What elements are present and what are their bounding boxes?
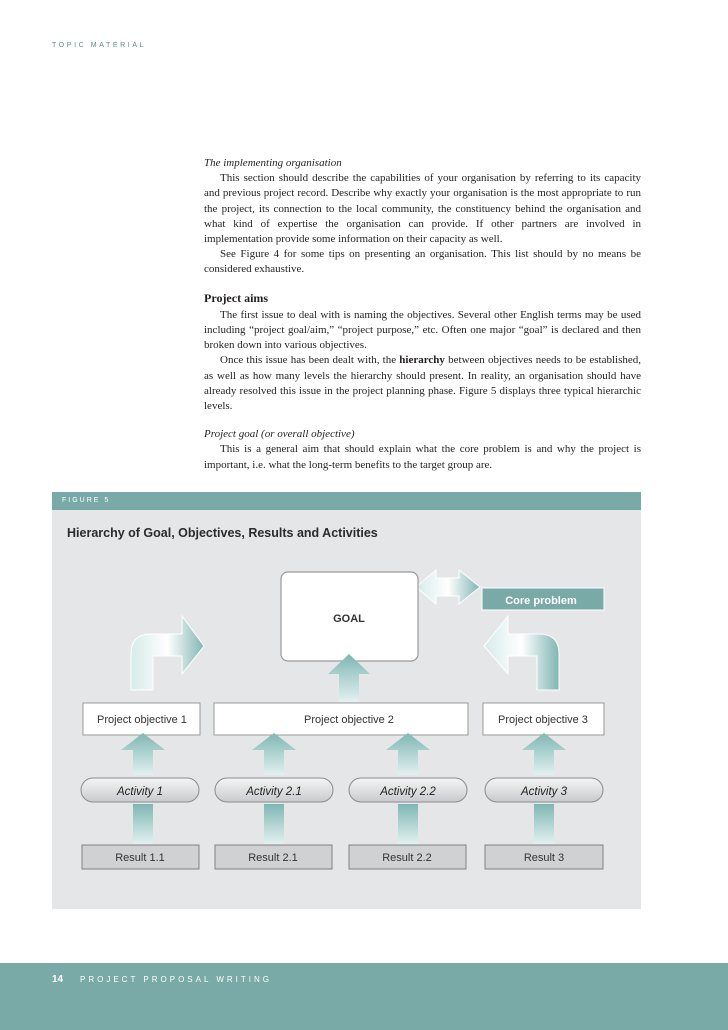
activity-label-4: Activity 3	[520, 786, 568, 798]
arrow-act1-obj	[121, 733, 165, 775]
aims-para-1: The first issue to deal with is naming the objectives. Several other English terms may be used including “project goal/aim,” “project purpose,” etc. Often one major “goal” is declared and then broken down into various objectives.	[204, 308, 641, 352]
figure-5	[52, 510, 641, 909]
hierarchy-diagram	[52, 510, 641, 909]
curved-arrow-left	[131, 616, 204, 690]
page-footer	[0, 963, 728, 1030]
result-label-3: Result 2.2	[382, 852, 432, 864]
body-text	[204, 156, 641, 473]
result-label-1: Result 1.1	[115, 852, 165, 864]
org-heading: The implementing organisation	[204, 157, 342, 169]
activity-label-2: Activity 2.1	[246, 786, 302, 798]
aims-para-2-end: between objectives needs to be established, as well as how many levels the hierarchy should present. In reality, an organisation should have already resolved this issue in the project planning phase. Figure 5 displays three typical hierarchic levels.	[204, 354, 642, 413]
objective-label-1: Project objective 1	[97, 714, 187, 726]
activity-label-1: Activity 1	[116, 786, 164, 798]
arrow-act22-obj	[386, 733, 430, 775]
stem-result-2	[264, 804, 284, 844]
aims-para-2-start: Once this issue has been dealt with, the	[220, 354, 400, 367]
double-arrow	[416, 570, 480, 604]
org-para-1: This section should describe the capabilities of your organisation by referring to its capacity and previous project record. Describe why exactly your organisation is the most appropriate to run the project, its connection to the local community, the constituency behind the organisation and what kind of expertise the organisation can provide. If other partners are involved in implementation provide some information on their capacity as well.	[204, 172, 641, 246]
hierarchy-term: hierarchy	[399, 354, 445, 367]
org-para-2: See Figure 4 for some tips on presenting an organisation. This list should by no means be considered exhaustive.	[204, 248, 641, 276]
stem-result-1	[133, 804, 153, 844]
curved-arrow-right	[484, 616, 559, 690]
aims-heading: Project aims	[204, 290, 269, 305]
footer-title: PROJECT PROPOSAL WRITING	[80, 975, 273, 984]
result-label-2: Result 2.1	[248, 852, 298, 864]
figure-label: FIGURE 5	[52, 492, 641, 510]
objective-label-2: Project objective 2	[304, 714, 394, 726]
goal-label: GOAL	[333, 613, 365, 625]
core-problem-label: Core problem	[505, 595, 577, 607]
aims-para-2	[204, 353, 641, 414]
activity-label-3: Activity 2.2	[380, 786, 436, 798]
page-number: 14	[52, 974, 64, 985]
result-label-4: Result 3	[523, 852, 565, 864]
goal-para: This is a general aim that should explain what the core problem is and why the project is important, i.e. what the long-term benefits to the target group are.	[204, 443, 641, 471]
arrow-act3-obj	[522, 733, 566, 775]
goal-heading: Project goal (or overall objective)	[204, 428, 355, 441]
figure-title: Hierarchy of Goal, Objectives, Results and Activities	[67, 526, 378, 540]
stem-result-4	[534, 804, 554, 844]
section-header: TOPIC MATERIAL	[52, 42, 147, 49]
objective-label-3: Project objective 3	[498, 714, 588, 726]
stem-result-3	[398, 804, 418, 844]
arrow-act21-obj	[252, 733, 296, 775]
